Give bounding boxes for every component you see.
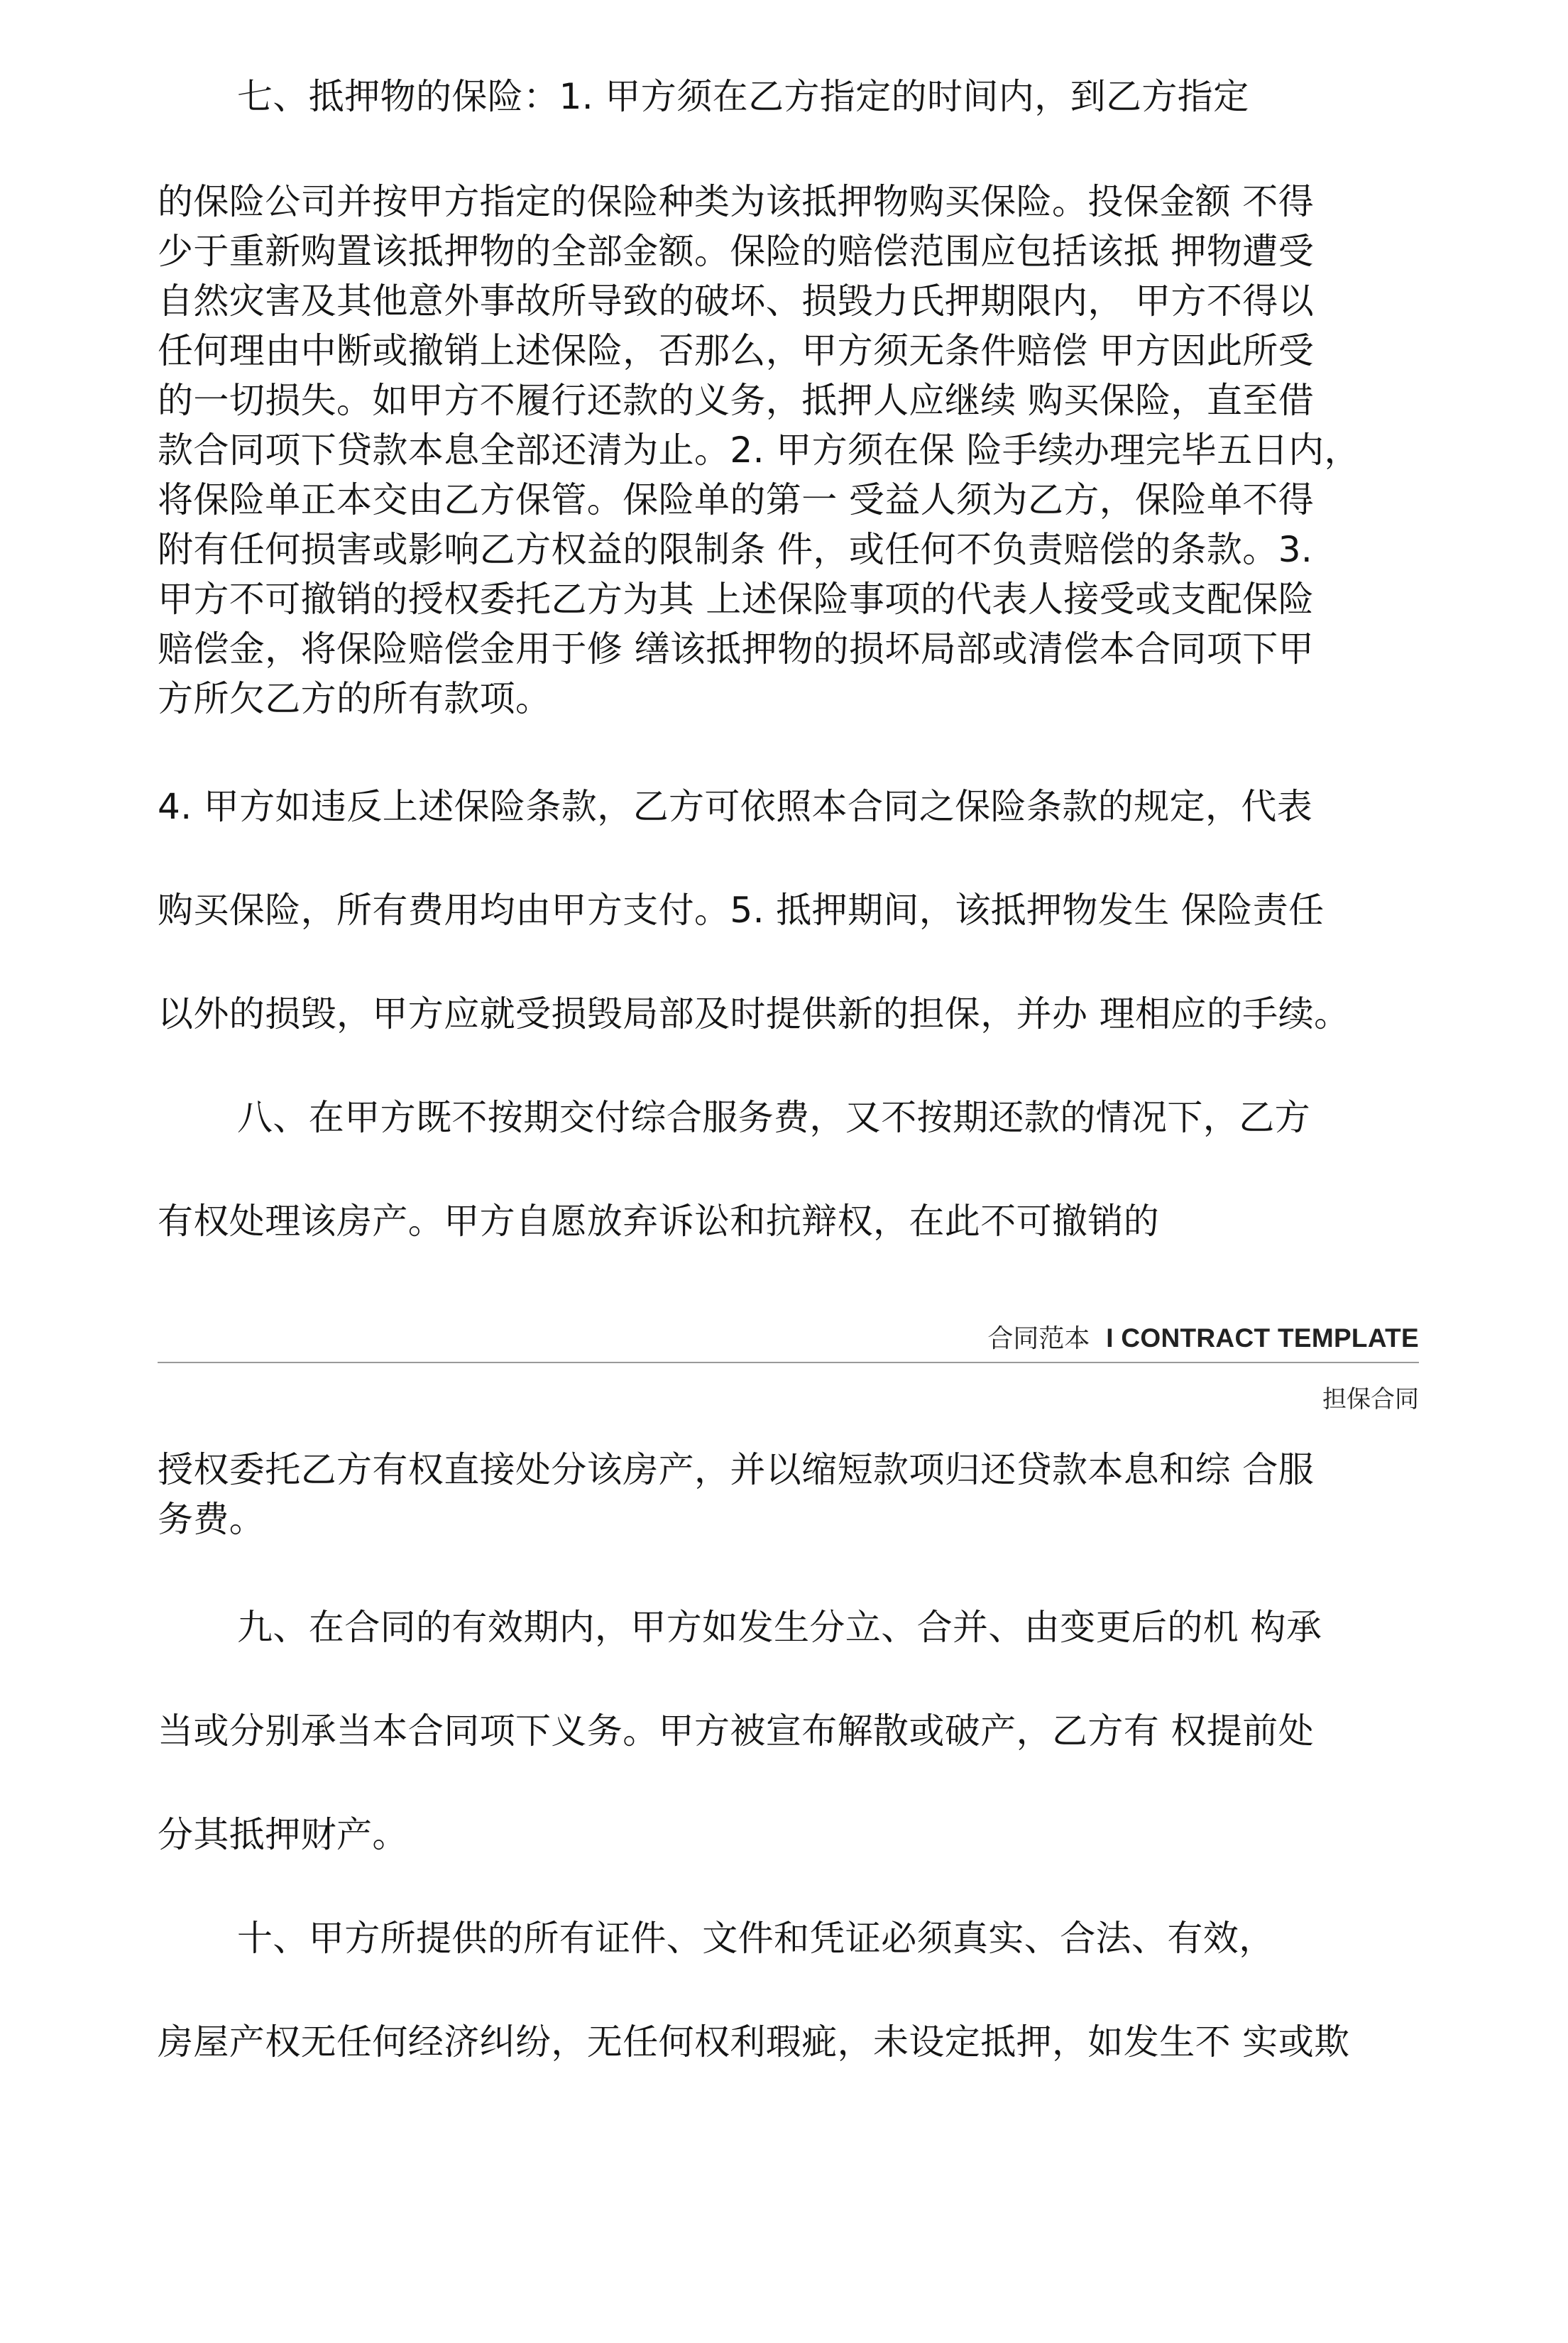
- text-line: 分其抵押财产。: [158, 1814, 408, 1855]
- header-divider: [158, 1362, 1419, 1363]
- text-line: 4. 甲方如违反上述保险条款，乙方可依照本合同之保险条款的规定，代表: [158, 786, 1313, 827]
- text-line: 的一切损失。如甲方不履行还款的义务，抵押人应继续 购买保险，直至借: [158, 380, 1315, 421]
- text-line: 房屋产权无任何经济纠纷，无任何权利瑕疵，未设定抵押，如发生不 实或欺: [158, 2021, 1350, 2063]
- text-line: 甲方不可撤销的授权委托乙方为其 上述保险事项的代表人接受或支配保险: [158, 579, 1315, 620]
- running-header: [987, 1321, 1419, 1357]
- text-line: 十、甲方所提供的所有证件、文件和凭证必须真实、合法、有效，: [237, 1918, 1275, 1959]
- text-line: 务费。: [158, 1499, 265, 1540]
- text-line: 方所欠乙方的所有款项。: [158, 678, 552, 719]
- text-line: 购买保险，所有费用均由甲方支付。5. 抵押期间，该抵押物发生 保险责任: [158, 890, 1325, 931]
- header-subtitle: 担保合同: [1322, 1385, 1419, 1414]
- text-line: 授权委托乙方有权直接处分该房产，并以缩短款项归还贷款本息和综 合服: [158, 1449, 1315, 1490]
- text-line: 少于重新购置该抵押物的全部金额。保险的赔偿范围应包括该抵 押物遭受: [158, 231, 1315, 272]
- text-line: 的保险公司并按甲方指定的保险种类为该抵押物购买保险。投保金额 不得: [158, 181, 1315, 222]
- text-line: 将保险单正本交由乙方保管。保险单的第一 受益人须为乙方，保险单不得: [158, 479, 1315, 520]
- text-line: 七、抵押物的保险：1. 甲方须在乙方指定的时间内，到乙方指定: [237, 76, 1249, 117]
- text-line: 自然灾害及其他意外事故所导致的破坏、损毁力氏押期限内， 甲方不得以: [158, 280, 1315, 322]
- text-line: 款合同项下贷款本息全部还清为止。2. 甲方须在保 险手续办理完毕五日内，: [158, 430, 1360, 471]
- text-line: 赔偿金，将保险赔偿金用于修 缮该抵押物的损坏局部或清偿本合同项下甲: [158, 628, 1315, 670]
- text-line: 附有任何损害或影响乙方权益的限制条 件，或任何不负责赔偿的条款。3.: [158, 529, 1313, 570]
- text-line: 九、在合同的有效期内，甲方如发生分立、合并、由变更后的机 构承: [237, 1607, 1322, 1648]
- text-line: 以外的损毁，甲方应就受损毁局部及时提供新的担保，并办 理相应的手续。: [158, 993, 1350, 1034]
- text-line: 八、在甲方既不按期交付综合服务费，又不按期还款的情况下，乙方: [237, 1097, 1310, 1138]
- text-line: 当或分别承当本合同项下义务。甲方被宣布解散或破产，乙方有 权提前处: [158, 1710, 1315, 1752]
- header-prefix: 合同范本: [987, 1324, 1090, 1353]
- text-line: 任何理由中断或撤销上述保险，否那么，甲方须无条件赔偿 甲方因此所受: [158, 330, 1315, 371]
- header-title: I CONTRACT TEMPLATE: [1106, 1323, 1419, 1353]
- text-line: 有权处理该房产。甲方自愿放弃诉讼和抗辩权，在此不可撤销的: [158, 1201, 1160, 1242]
